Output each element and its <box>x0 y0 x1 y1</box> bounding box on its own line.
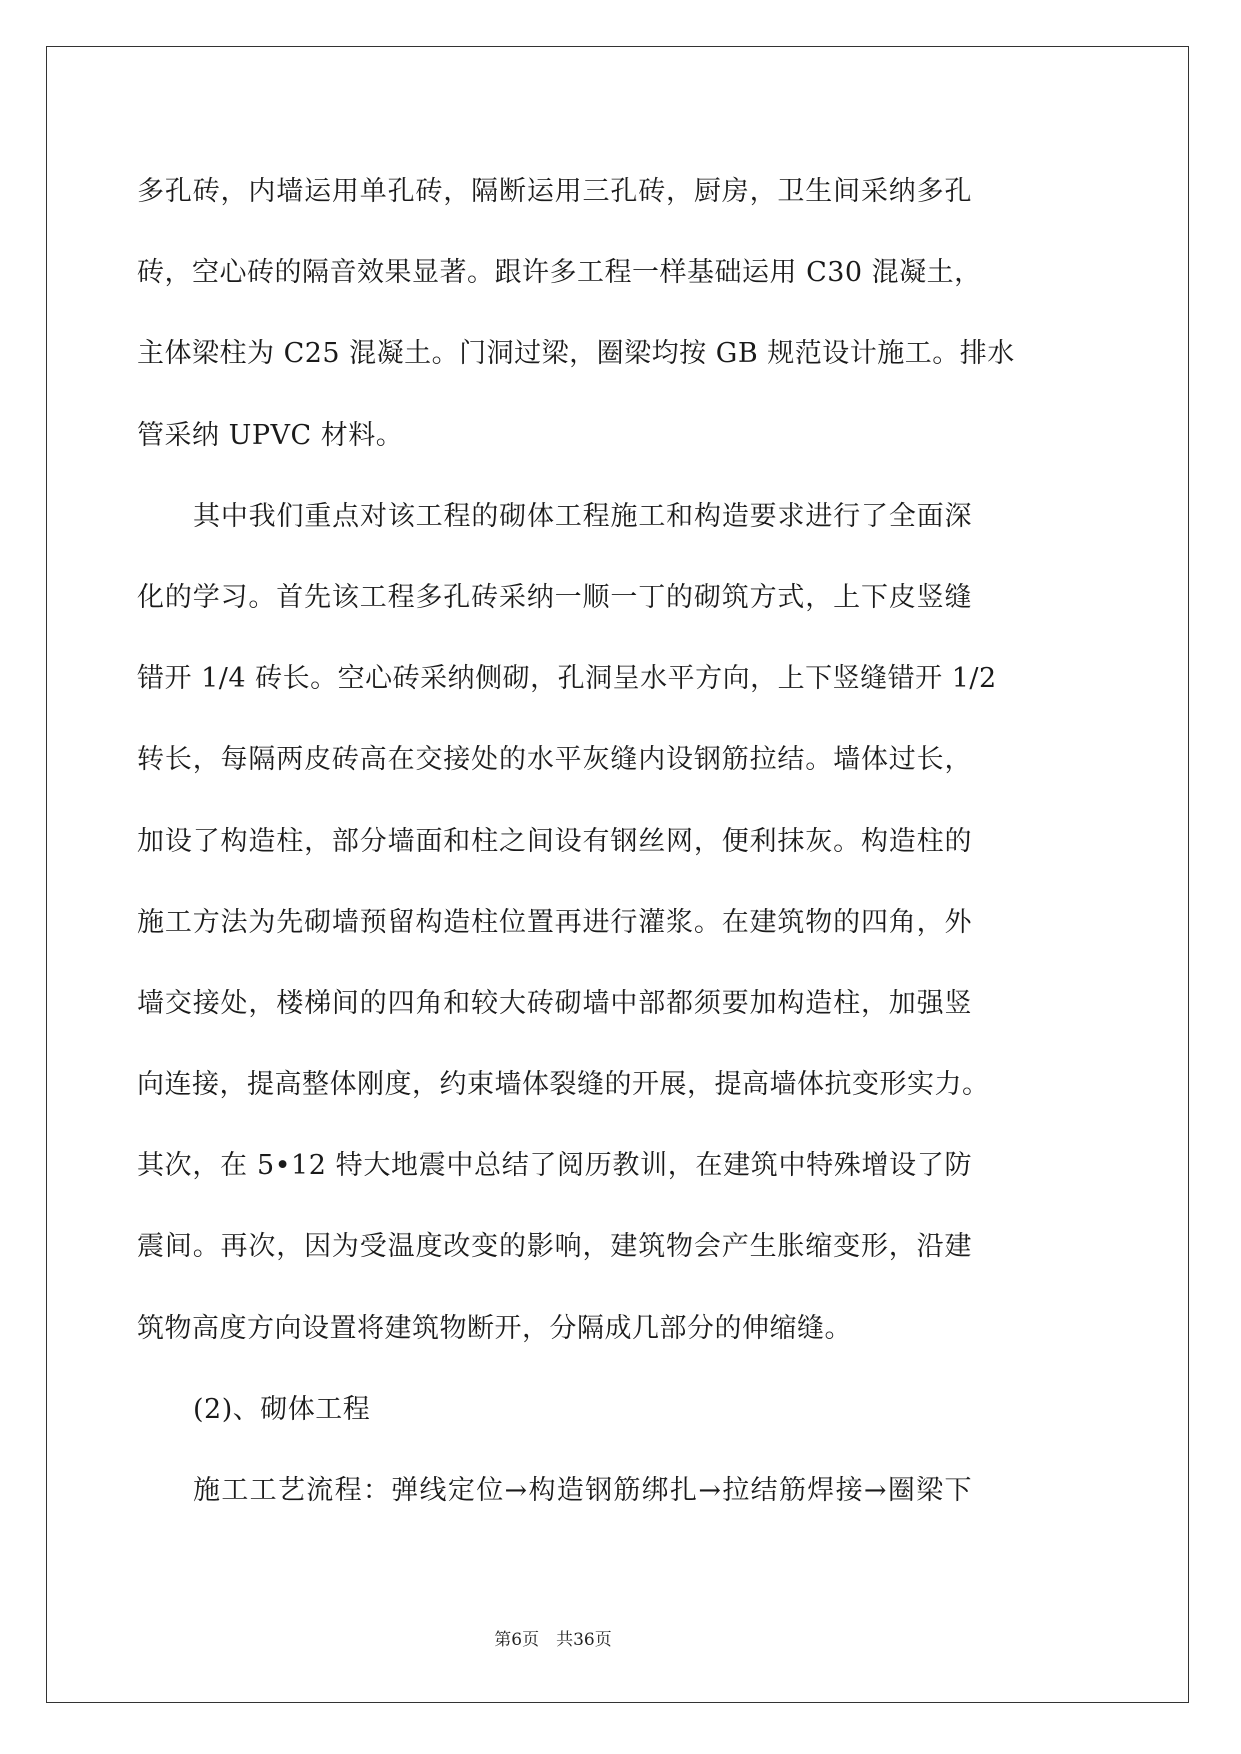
text-line: 其次，在 5•12 特大地震中总结了阅历教训，在建筑中特殊增设了防 <box>137 1150 972 1182</box>
text-line: 施工工艺流程：弹线定位→构造钢筋绑扎→拉结筋焊接→圈梁下 <box>193 1475 972 1506</box>
text-line: 震间。再次，因为受温度改变的影响，建筑物会产生胀缩变形，沿建 <box>137 1231 972 1263</box>
text-line: 主体梁柱为 C25 混凝土。门洞过梁，圈梁均按 GB 规范设计施工。排水 <box>137 338 1015 370</box>
text-line: 其中我们重点对该工程的砌体工程施工和构造要求进行了全面深 <box>193 500 972 532</box>
text-line: 化的学习。首先该工程多孔砖采纳一顺一丁的砌筑方式，上下皮竖缝 <box>137 581 972 613</box>
text-line: 施工方法为先砌墙预留构造柱位置再进行灌浆。在建筑物的四角，外 <box>137 906 972 938</box>
text-line: 砖，空心砖的隔音效果显著。跟许多工程一样基础运用 C30 混凝土， <box>137 257 982 289</box>
section-heading: (2)、砌体工程 <box>193 1393 371 1425</box>
text-line: 错开 1/4 砖长。空心砖采纳侧砌，孔洞呈水平方向，上下竖缝错开 1/2 <box>137 663 997 695</box>
text-line: 管采纳 UPVC 材料。 <box>137 419 404 451</box>
text-line: 筑物高度方向设置将建筑物断开，分隔成几部分的伸缩缝。 <box>137 1312 852 1344</box>
text-line: 加设了构造柱，部分墙面和柱之间设有钢丝网，便利抹灰。构造柱的 <box>137 825 972 857</box>
text-line: 多孔砖，内墙运用单孔砖，隔断运用三孔砖，厨房，卫生间采纳多孔 <box>137 176 972 207</box>
text-line: 向连接，提高整体刚度，约束墙体裂缝的开展，提高墙体抗变形实力。 <box>137 1069 990 1101</box>
body-text <box>137 151 1015 1531</box>
text-line: 墙交接处，楼梯间的四角和较大砖砌墙中部都须要加构造柱，加强竖 <box>137 987 972 1019</box>
page-number-footer: 第6页 共36页 <box>494 1630 612 1650</box>
text-line: 转长，每隔两皮砖高在交接处的水平灰缝内设钢筋拉结。墙体过长， <box>137 744 972 776</box>
